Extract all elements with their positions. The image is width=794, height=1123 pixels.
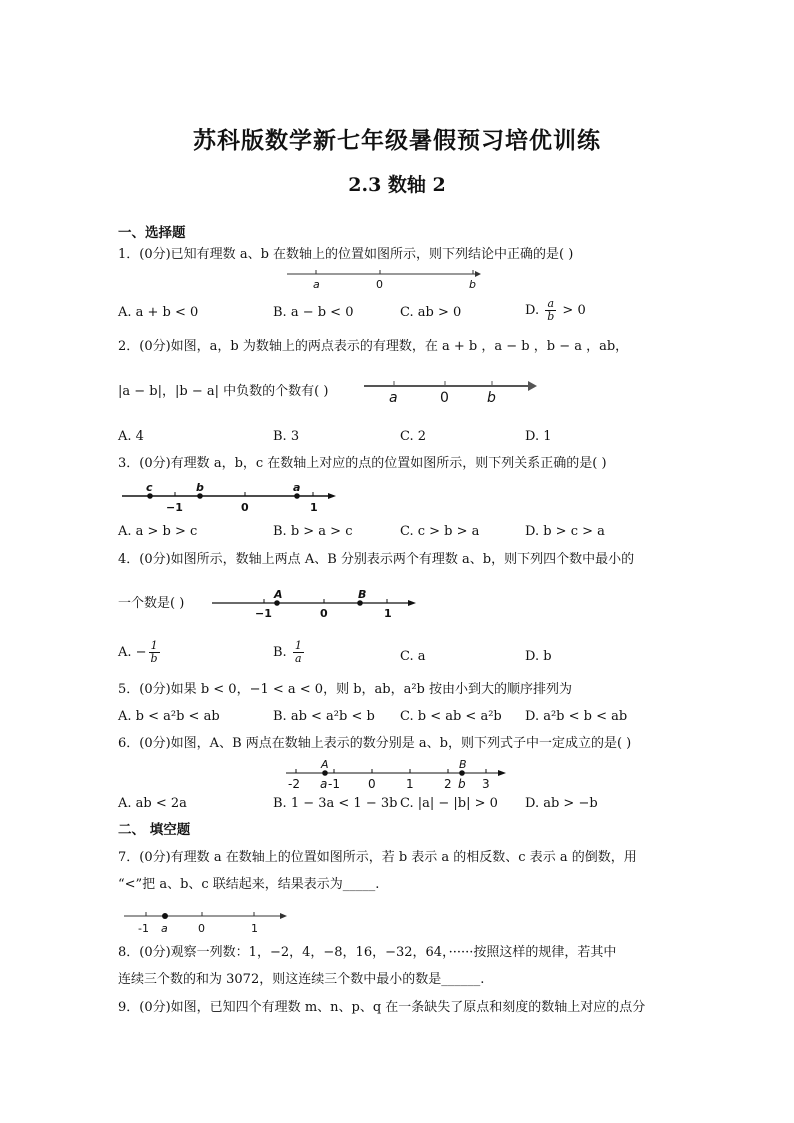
q6-label-0: 0 [368,777,376,791]
number-line-q3 [122,480,342,514]
q6-label-3: 3 [482,777,490,791]
q6-label-neg1: -1 [328,777,340,791]
number-line-q6 [284,756,514,792]
q4-option-b: B. $\frac{1}{a}$ [273,639,302,665]
q6-label-B: B [459,758,467,771]
q5-option-a: A. b < a²b < ab [118,709,220,724]
page-subtitle: 2.3 数轴 2 [348,174,446,196]
question-9-text: 9．(0分)如图，已知四个有理数 m、n、p、q 在一条缺失了原点和刻度的数轴上对应的点分 [118,1000,646,1015]
q7-label-1: 1 [251,922,258,935]
q6-label-2: 2 [444,777,452,791]
q4-label-B: B [358,588,367,601]
question-6-text: 6．(0分)如图，A、B 两点在数轴上表示的数分别是 a、b，则下列式子中一定成立的是( ) [118,736,632,751]
question-1-text: 1．(0分)已知有理数 a、b 在数轴上的位置如图所示，则下列结论中正确的是( ) [118,247,574,262]
question-2-text-2: |a − b|，|b − a| 中负数的个数有( ) [118,384,329,399]
q2-option-a: A. 4 [118,429,144,444]
q3-option-a: A. a > b > c [118,524,198,539]
q6-option-a: A. ab < 2a [118,796,187,811]
question-2-text: 2．(0分)如图，a，b 为数轴上的两点表示的有理数，在 a + b ，a − b ，b − a ，ab， [118,339,629,354]
q3-option-c: C. c > b > a [400,524,480,539]
q7-label-0: 0 [198,922,205,935]
q4-label-0: 0 [320,607,328,620]
q4-label-A: A [274,588,283,601]
section-heading-fill: 二、 填空题 [118,822,191,838]
q1-label-a: a [313,278,320,291]
q6-option-b: B. 1 − 3a < 1 − 3b [273,796,398,811]
q2-option-d: D. 1 [525,429,552,444]
q4-option-c: C. a [400,649,426,664]
q2-label-a: a [389,390,398,406]
question-4-text: 4．(0分)如图所示，数轴上两点 A、B 分别表示两个有理数 a、b，则下列四个数中最小的 [118,552,635,567]
q5-option-c: C. b < ab < a²b [400,709,502,724]
q6-label-A: A [321,758,329,771]
section-heading-choice: 一、选择题 [118,225,186,241]
q5-option-b: B. ab < a²b < b [273,709,375,724]
q3-label-1: 1 [310,501,318,514]
q6-label-1: 1 [406,777,414,791]
question-8-text-2: 连续三个数的和为 3072，则这连续三个数中最小的数是______. [118,972,485,987]
q6-option-c: C. |a| − |b| > 0 [400,796,498,811]
number-line-q1 [285,266,485,296]
q1-option-b: B. a − b < 0 [273,305,354,320]
q6-label-a: a [320,777,328,791]
q3-label-a: a [293,481,301,494]
q2-label-b: b [487,390,496,406]
q6-label-b: b [458,777,466,791]
q4-label-1: 1 [384,607,392,620]
q1-option-a: A. a + b < 0 [118,305,199,320]
question-7-text-2: “<”把 a、b、c 联结起来，结果表示为_____. [118,877,380,892]
q6-label-neg2: -2 [288,777,300,791]
q2-option-b: B. 3 [273,429,300,444]
question-7-text: 7．(0分)有理数 a 在数轴上的位置如图所示，若 b 表示 a 的相反数、c 表示 a 的倒数，用 [118,850,637,865]
question-8-text: 8．(0分)观察一列数：1，−2，4，−8，16，−32，64，······按照这样的规律，若其中 [118,945,617,960]
q3-label-b: b [196,481,204,494]
q1-label-b: b [469,278,476,291]
q4-option-d: D. b [525,649,552,664]
q7-label-a: a [161,922,168,935]
number-line-q7 [124,908,294,940]
question-4-text-2: 一个数是( ) [118,596,185,611]
number-line-q2 [362,378,542,408]
q2-label-0: 0 [440,390,449,406]
q3-label-0: 0 [241,501,249,514]
q3-option-b: B. b > a > c [273,524,353,539]
q2-option-c: C. 2 [400,429,427,444]
q6-option-d: D. ab > −b [525,796,598,811]
page-title: 苏科版数学新七年级暑假预习培优训练 [193,127,601,154]
q1-label-0: 0 [376,278,383,291]
question-5-text: 5．(0分)如果 b < 0，−1 < a < 0，则 b，ab，a²b 按由小到大的顺序排列为 [118,682,573,697]
q1-option-d: D. $\frac{a}{b}$ > 0 [525,297,586,323]
q4-label-neg1: −1 [255,607,272,620]
q5-option-d: D. a²b < b < ab [525,709,628,724]
q4-option-a: A. − $\frac{1}{b}$ [118,639,158,665]
q7-label-neg1: -1 [138,922,149,935]
question-3-text: 3．(0分)有理数 a，b，c 在数轴上对应的点的位置如图所示，则下列关系正确的是( ) [118,456,607,471]
q3-label-neg1: −1 [166,501,183,514]
q3-option-d: D. b > c > a [525,524,605,539]
number-line-q4 [212,586,422,620]
q1-option-c: C. ab > 0 [400,305,462,320]
q3-label-c: c [146,481,153,494]
